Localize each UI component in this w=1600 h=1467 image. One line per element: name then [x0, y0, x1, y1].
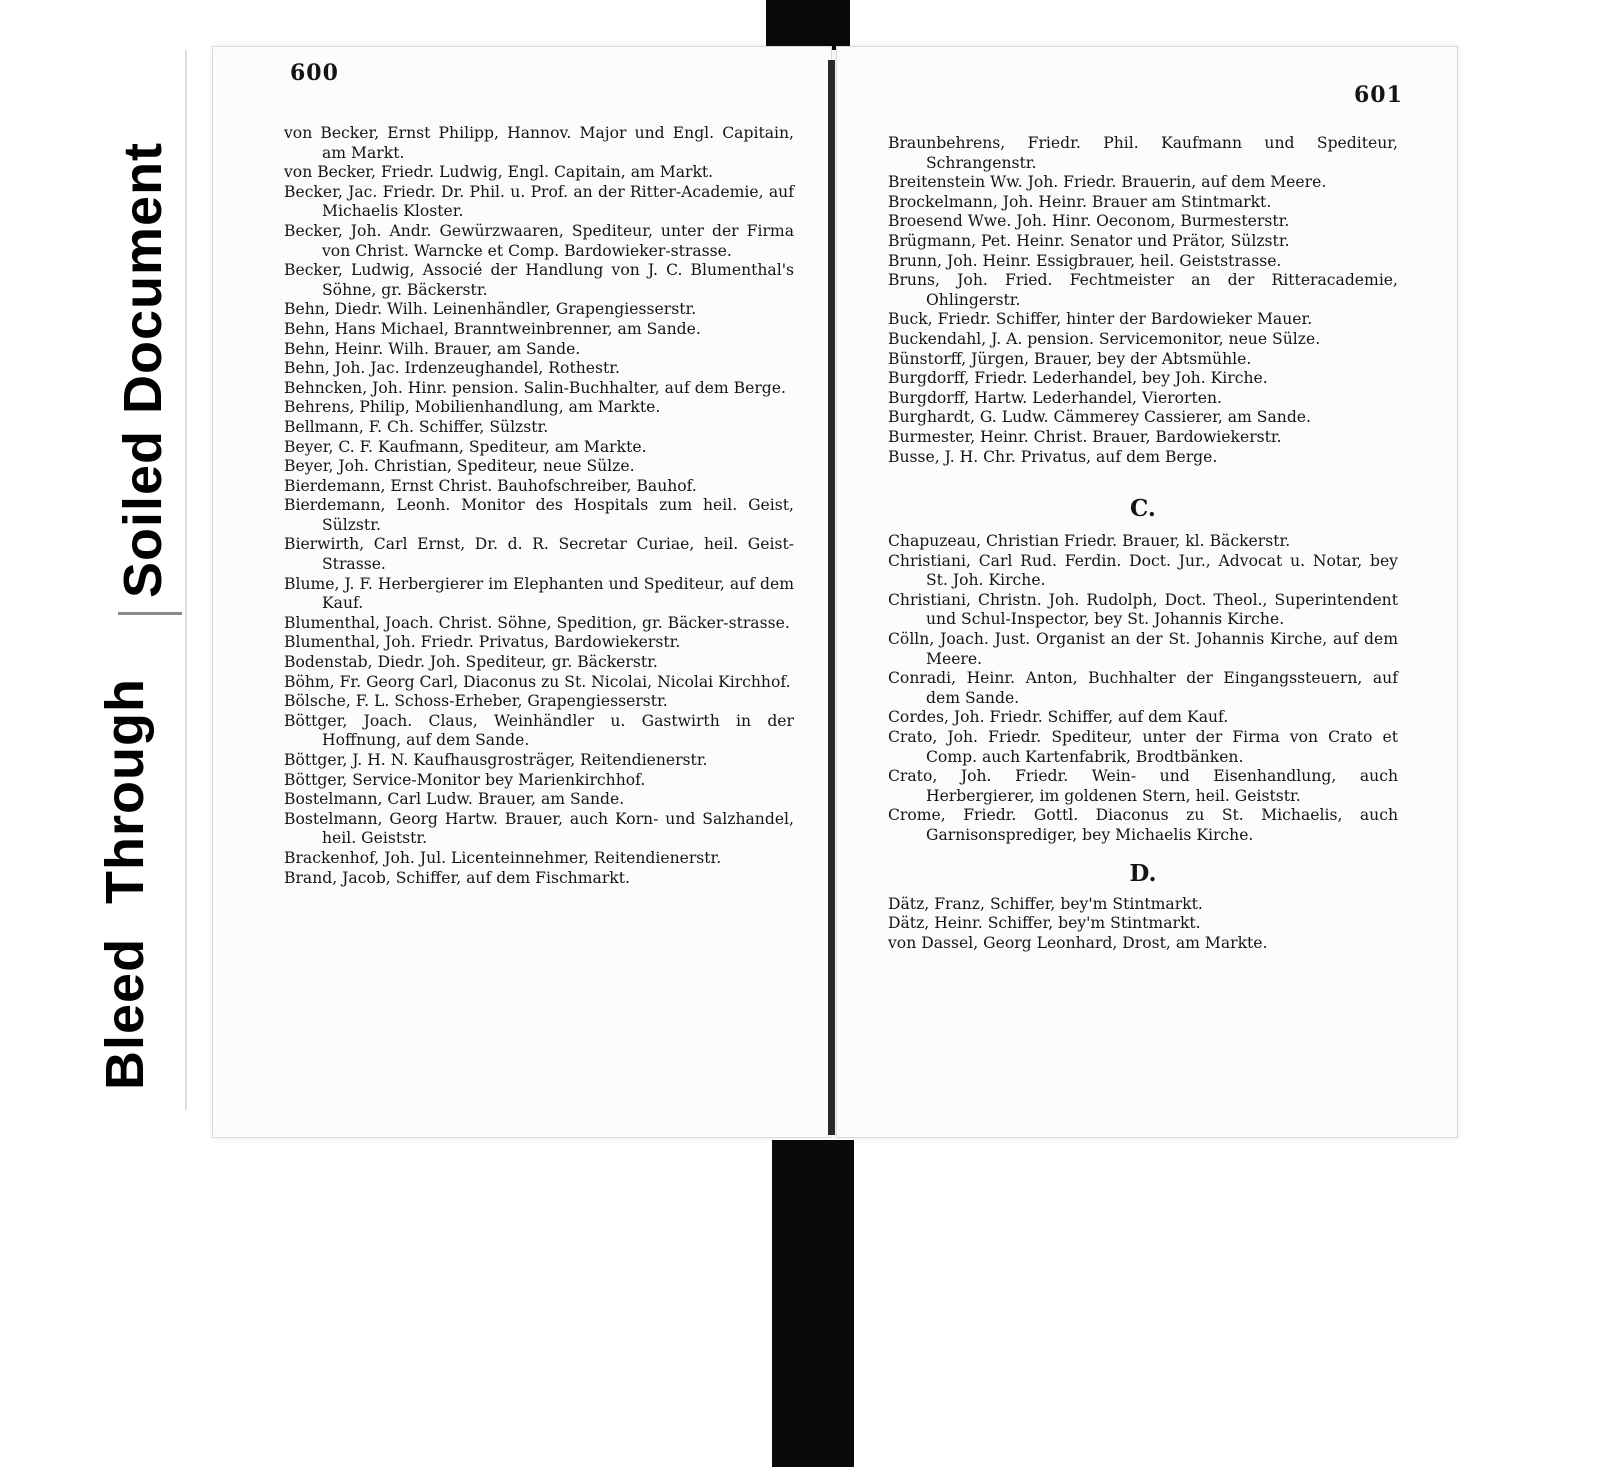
directory-entry: Busse, J. H. Chr. Privatus, auf dem Berge.: [888, 447, 1218, 466]
directory-entry: Cordes, Joh. Friedr. Schiffer, auf dem Kauf.: [888, 708, 1229, 727]
right-column: [888, 134, 1398, 953]
directory-entry: Brand, Jacob, Schiffer, auf dem Fischmarkt.: [284, 868, 630, 887]
directory-entry: Brügmann, Pet. Heinr. Senator und Prätor, Sülzstr.: [888, 231, 1290, 250]
label-divider: [118, 612, 182, 615]
directory-entry: Beyer, C. F. Kaufmann, Spediteur, am Markte.: [284, 437, 647, 456]
directory-entry: Becker, Ludwig, Associé der Handlung von J. C. Blumenthal's Söhne, gr. Bäckerstr.: [284, 261, 794, 299]
left-column: [284, 124, 794, 888]
directory-entry: Dätz, Heinr. Schiffer, bey'm Stintmarkt.: [888, 914, 1201, 933]
directory-entry: Crato, Joh. Friedr. Spediteur, unter der Firma von Crato et Comp. auch Kartenfabrik, Brodtbänken.: [888, 728, 1398, 766]
directory-entry: Burghardt, G. Ludw. Cämmerey Cassierer, am Sande.: [888, 408, 1311, 427]
directory-entry: Crato, Joh. Friedr. Wein- und Eisenhandlung, auch Herbergierer, im goldenen Stern, heil. Geiststr.: [888, 767, 1398, 805]
directory-entry: Behn, Hans Michael, Branntweinbrenner, am Sande.: [284, 319, 701, 338]
directory-entry: Bünstorff, Jürgen, Brauer, bey der Abtsmühle.: [888, 349, 1252, 368]
directory-entry: Becker, Joh. Andr. Gewürzwaaren, Spediteur, unter der Firma von Christ. Warncke et Comp. Bardowieker-strasse.: [284, 221, 794, 260]
directory-entry: Böhm, Fr. Georg Carl, Diaconus zu St. Nicolai, Nicolai Kirchhof.: [284, 672, 791, 691]
directory-entry: Christiani, Christn. Joh. Rudolph, Doct. Theol., Superintendent und Schul-Inspector, bey St. Johannis Kirche.: [888, 590, 1398, 629]
directory-entry: Crome, Friedr. Gottl. Diaconus zu St. Michaelis, auch Garnisonsprediger, bey Michaelis Kirche.: [888, 806, 1398, 844]
directory-entry: Brunn, Joh. Heinr. Essigbrauer, heil. Geiststrasse.: [888, 251, 1282, 270]
directory-entry: Bierwirth, Carl Ernst, Dr. d. R. Secretar Curiae, heil. Geist-Strasse.: [284, 535, 794, 574]
directory-entry: Böttger, Joach. Claus, Weinhändler u. Gastwirth in der Hoffnung, auf dem Sande.: [284, 711, 794, 750]
directory-entry: Böttger, Service-Monitor bey Marienkirchhof.: [284, 770, 646, 789]
directory-entry: von Dassel, Georg Leonhard, Drost, am Markte.: [888, 933, 1268, 952]
directory-entry: von Becker, Ernst Philipp, Hannov. Major und Engl. Capitain, am Markt.: [284, 124, 794, 162]
left-page-number: 600: [290, 60, 339, 86]
directory-entry: Becker, Jac. Friedr. Dr. Phil. u. Prof. an der Ritter-Academie, auf Michaelis Kloster.: [284, 182, 794, 221]
directory-entry: Cölln, Joach. Just. Organist an der St. Johannis Kirche, auf dem Meere.: [888, 630, 1398, 668]
directory-entry: Bostelmann, Georg Hartw. Brauer, auch Korn- und Salzhandel, heil. Geiststr.: [284, 809, 794, 848]
right-page-number: 601: [1354, 82, 1403, 108]
directory-entry: Bierdemann, Ernst Christ. Bauhofschreiber, Bauhof.: [284, 476, 697, 495]
directory-entry: Blumenthal, Joach. Christ. Söhne, Spedition, gr. Bäcker-strasse.: [284, 613, 790, 632]
directory-entry: Burgdorff, Hartw. Lederhandel, Vierorten.: [888, 388, 1222, 407]
directory-entry: Brockelmann, Joh. Heinr. Brauer am Stintmarkt.: [888, 192, 1272, 211]
directory-entry: Dätz, Franz, Schiffer, bey'm Stintmarkt.: [888, 894, 1203, 913]
directory-entry: Burgdorff, Friedr. Lederhandel, bey Joh. Kirche.: [888, 369, 1268, 388]
directory-entry: Brackenhof, Joh. Jul. Licenteinnehmer, Reitendienerstr.: [284, 848, 722, 867]
directory-entry: Breitenstein Ww. Joh. Friedr. Brauerin, auf dem Meere.: [888, 173, 1327, 192]
directory-entry: Bodenstab, Diedr. Joh. Spediteur, gr. Bäckerstr.: [284, 653, 658, 672]
directory-entry: Burmester, Heinr. Christ. Brauer, Bardowiekerstr.: [888, 427, 1282, 446]
directory-entry: Bölsche, F. L. Schoss-Erheber, Grapengiesserstr.: [284, 692, 668, 711]
section-heading-d: D.: [1129, 859, 1157, 887]
section-heading-c: C.: [1130, 495, 1156, 523]
directory-entry: Blumenthal, Joh. Friedr. Privatus, Bardowiekerstr.: [284, 633, 681, 652]
label-soiled-document: Soiled Document: [113, 141, 173, 598]
directory-entry: Behn, Joh. Jac. Irdenzeughandel, Rothestr.: [284, 359, 620, 378]
directory-entry: Behn, Heinr. Wilh. Brauer, am Sande.: [284, 339, 581, 358]
directory-entry: Böttger, J. H. N. Kaufhausgrosträger, Reitendienerstr.: [284, 751, 708, 769]
scan-mask-bottom: [772, 1140, 854, 1467]
book-spine: [828, 60, 835, 1135]
directory-entry: von Becker, Friedr. Ludwig, Engl. Capitain, am Markt.: [284, 163, 714, 182]
directory-entry: Braunbehrens, Friedr. Phil. Kaufmann und Spediteur, Schrangenstr.: [888, 134, 1398, 172]
directory-entry: Bierdemann, Leonh. Monitor des Hospitals zum heil. Geist, Sülzstr.: [284, 496, 794, 534]
directory-entry: Chapuzeau, Christian Friedr. Brauer, kl. Bäckerstr.: [888, 532, 1291, 551]
directory-entry: Broesend Wwe. Joh. Hinr. Oeconom, Burmesterstr.: [888, 212, 1290, 231]
directory-entry: Behn, Diedr. Wilh. Leinenhändler, Grapengiesserstr.: [284, 300, 697, 319]
directory-entry: Conradi, Heinr. Anton, Buchhalter der Eingangssteuern, auf dem Sande.: [888, 669, 1398, 707]
directory-entry: Blume, J. F. Herbergierer im Elephanten und Spediteur, auf dem Kauf.: [284, 574, 794, 613]
scan-mask-top: [766, 0, 850, 50]
directory-entry: Behrens, Philip, Mobilienhandlung, am Markte.: [284, 398, 661, 417]
directory-entry: Bruns, Joh. Fried. Fechtmeister an der Ritteracademie, Ohlingerstr.: [888, 271, 1398, 309]
directory-entry: Beyer, Joh. Christian, Spediteur, neue Sülze.: [284, 457, 635, 476]
directory-entry: Buck, Friedr. Schiffer, hinter der Bardowieker Mauer.: [888, 310, 1313, 329]
label-bleed-through: Bleed Through: [95, 678, 155, 1090]
directory-entry: Buckendahl, J. A. pension. Servicemonitor, neue Sülze.: [888, 329, 1321, 348]
directory-entry: Bostelmann, Carl Ludw. Brauer, am Sande.: [284, 790, 625, 809]
directory-entry: Behncken, Joh. Hinr. pension. Salin-Buchhalter, auf dem Berge.: [284, 378, 786, 397]
directory-entry: Bellmann, F. Ch. Schiffer, Sülzstr.: [284, 417, 549, 436]
directory-entry: Christiani, Carl Rud. Ferdin. Doct. Jur., Advocat u. Notar, bey St. Joh. Kirche.: [888, 551, 1398, 590]
